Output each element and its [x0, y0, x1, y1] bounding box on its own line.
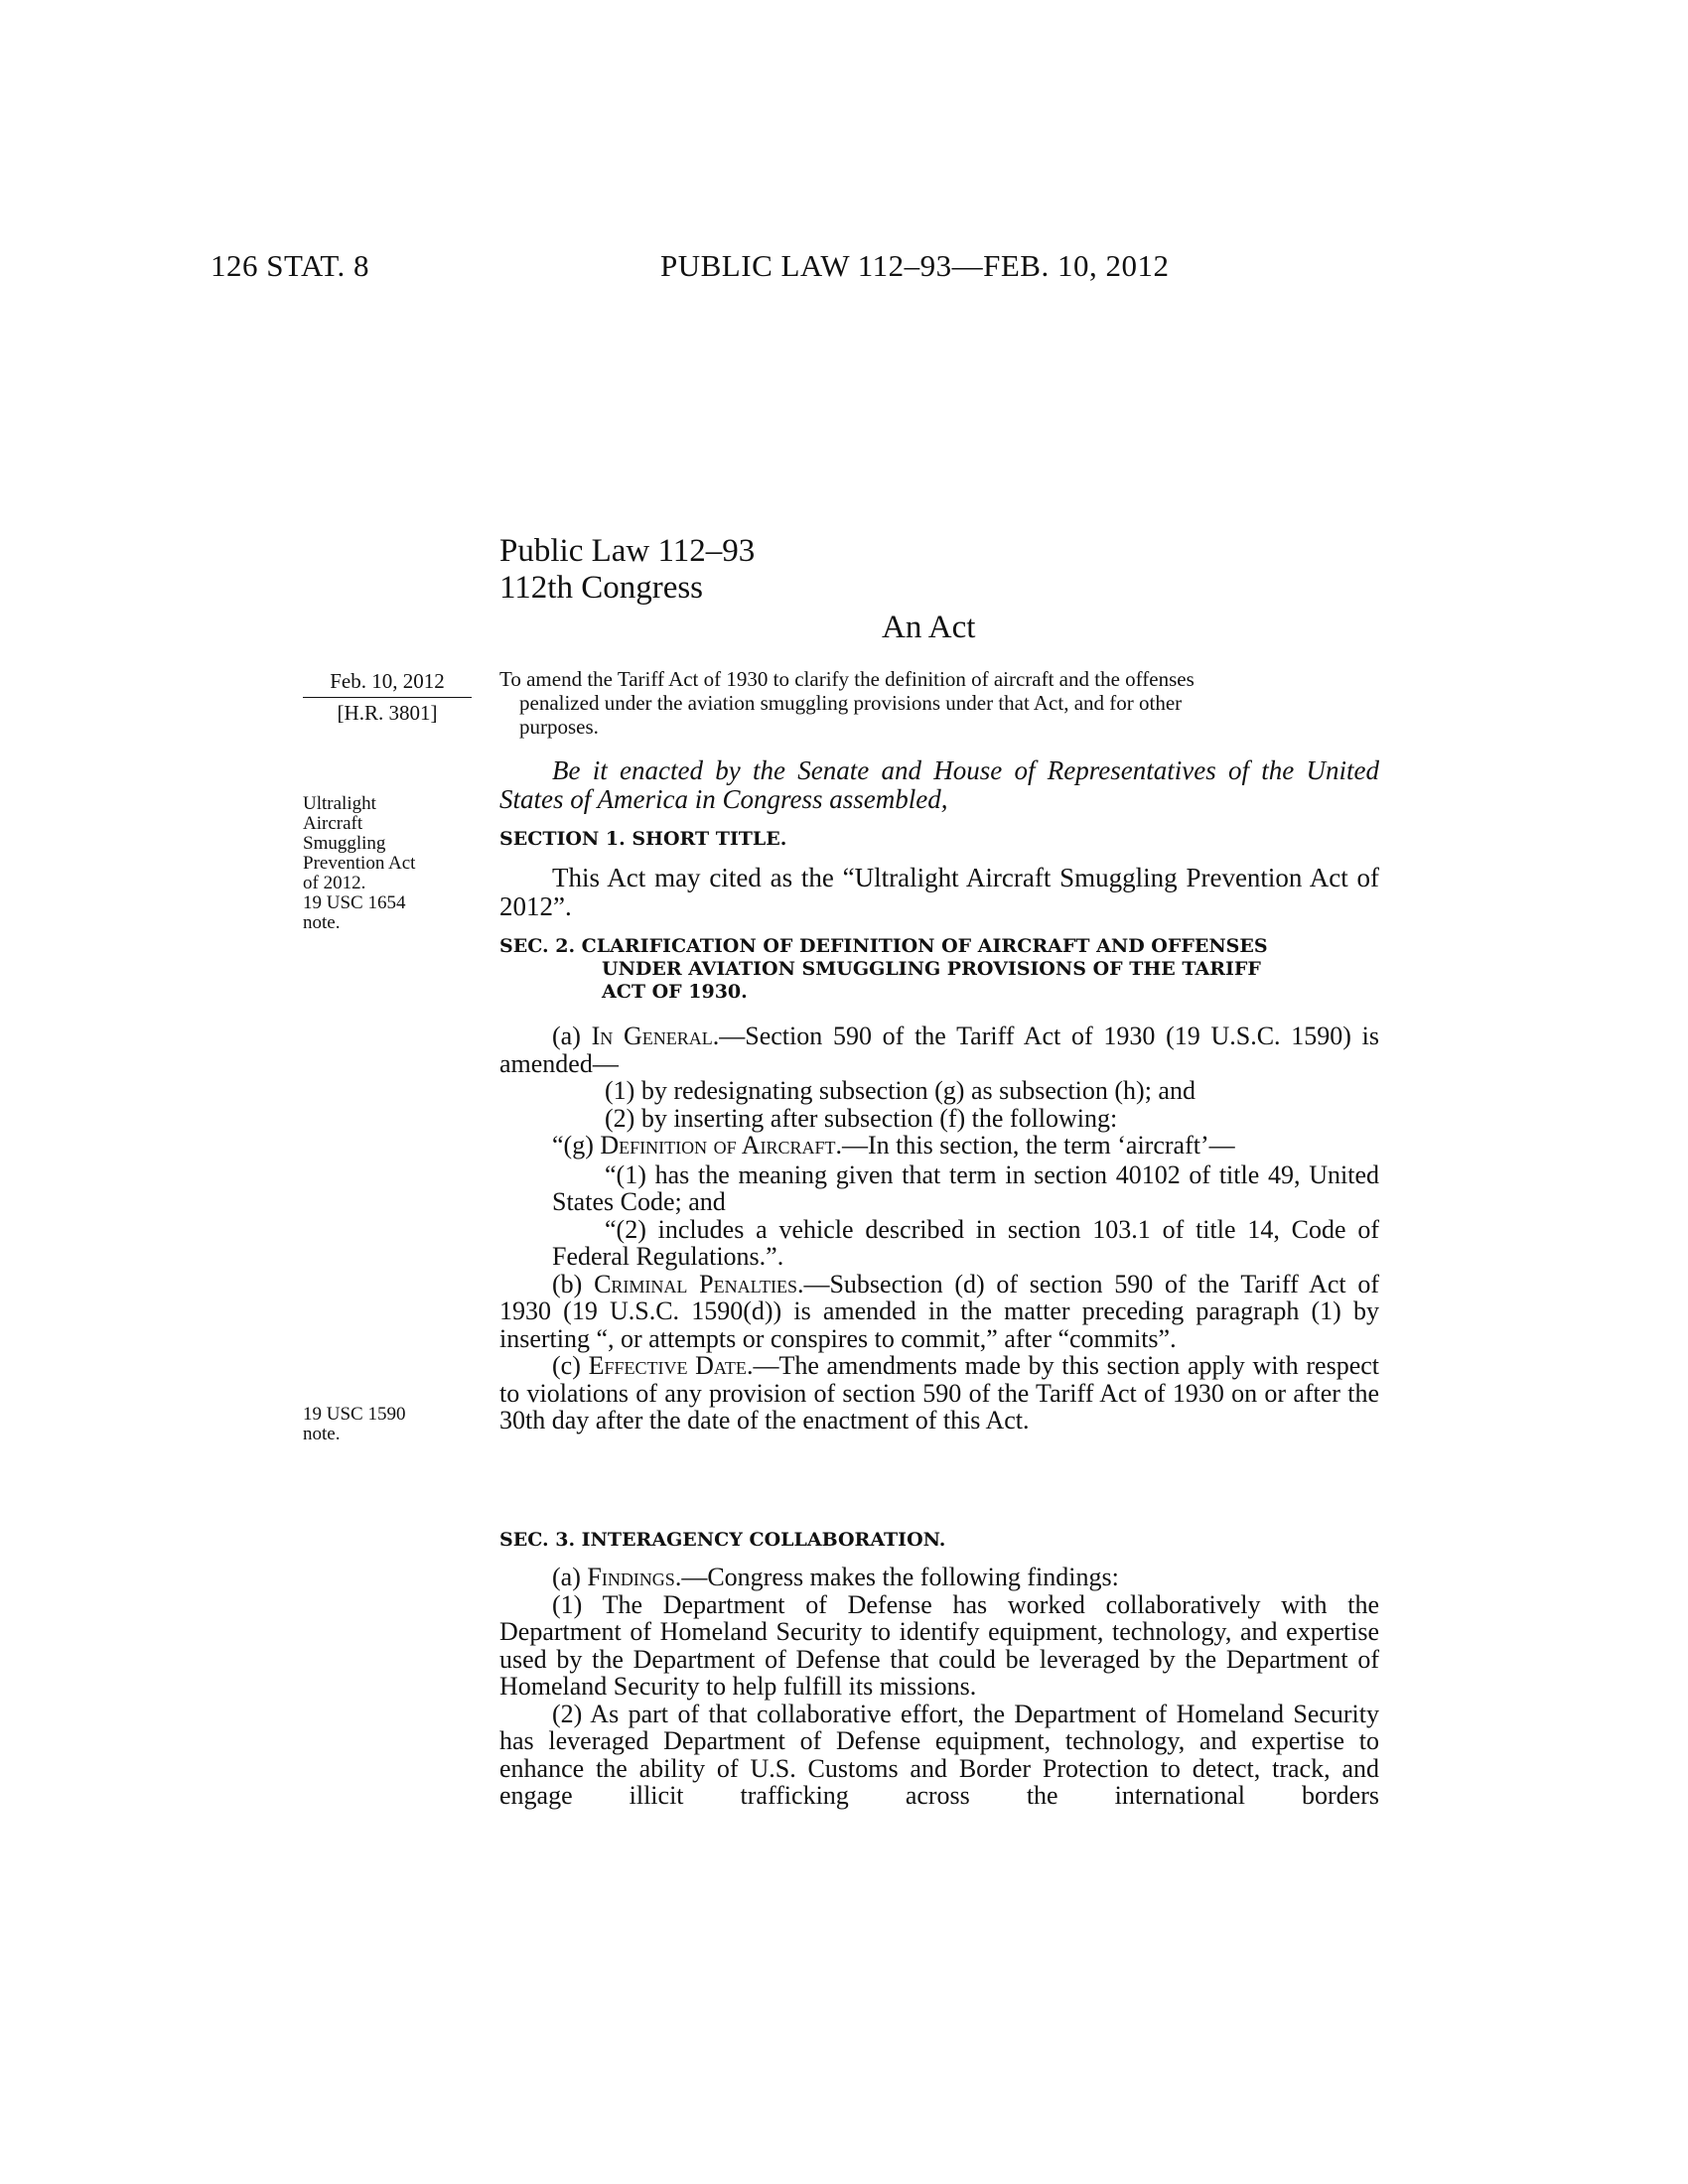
- subsection-g: [499, 1132, 1379, 1160]
- section-3-body: [499, 1564, 1379, 1810]
- margin-note-line: note.: [303, 1424, 341, 1444]
- margin-note-line: Ultralight: [303, 793, 376, 814]
- enacting-clause: [499, 756, 1379, 814]
- subsection-c: [499, 1352, 1379, 1434]
- margin-note-short-title: [303, 794, 415, 933]
- bill-number: [H.R. 3801]: [337, 701, 438, 725]
- act-label: An Act: [882, 610, 976, 645]
- subsection-text: .—In this section, the term ‘aircraft’—: [835, 1131, 1235, 1160]
- finding-1: (1) The Department of Defense has worked collaboratively with the Department of Homeland Security to identify equipment, technology, and expertise used by the Department of Defense that could be leveraged by the Department of Homeland Security to help fulfill its missions.: [499, 1589, 1379, 1701]
- purpose-line: To amend the Tariff Act of 1930 to clarify the definition of aircraft and the offenses: [499, 667, 1195, 691]
- margin-date-box: [303, 669, 472, 726]
- congress-label: 112th Congress: [499, 570, 704, 606]
- subsection-text: .—Subsection (d) of section 590 of the Tariff Act of 1930 (19 U.S.C. 1590(d)) is amended in the matter preceding paragraph (1) by inserting “, or attempts or conspires to commit,” after “commits”.: [499, 1269, 1380, 1353]
- running-title: PUBLIC LAW 112–93—FEB. 10, 2012: [660, 248, 1170, 283]
- enactment-date: Feb. 10, 2012: [330, 669, 445, 693]
- section-3-heading: SEC. 3. INTERAGENCY COLLABORATION.: [499, 1529, 946, 1551]
- margin-note-line: note.: [303, 912, 341, 933]
- law-number: Public Law 112–93: [499, 533, 756, 569]
- page-number: 126 STAT. 8: [211, 248, 370, 283]
- subsection-text: .—Congress makes the following findings:: [674, 1563, 1119, 1591]
- subsection-text: .—The amendments made by this section apply with respect to violations of any provision of section 590 of the Tariff Act of 1930 on or after the 30th day after the date of the enactment of this Act.: [499, 1351, 1380, 1434]
- margin-note-line: Prevention Act: [303, 853, 416, 874]
- paragraph-g2: “(2) includes a vehicle described in section 103.1 of title 14, Code of Federal Regulations.”.: [552, 1214, 1379, 1271]
- margin-note-line: 19 USC 1590: [303, 1404, 406, 1425]
- subsection-text: .—Section 590 of the Tariff Act of 1930 (19 U.S.C. 1590) is amended—: [499, 1022, 1379, 1078]
- section-2-heading-line: SEC. 2. CLARIFICATION OF DEFINITION OF AIRCRAFT AND OFFENSES: [499, 935, 1268, 957]
- law-title-block: [499, 533, 755, 607]
- paragraph-a1: (1) by redesignating subsection (g) as subsection (h); and: [605, 1076, 1196, 1105]
- margin-note-line: Aircraft: [303, 813, 363, 834]
- section-1-text: This Act may cited as the “Ultralight Aircraft Smuggling Prevention Act of 2012”.: [499, 863, 1379, 921]
- section-2-heading: [499, 935, 1379, 1004]
- margin-rule: [303, 697, 472, 698]
- paragraph-a2: (2) by inserting after subsection (f) the following:: [605, 1103, 1118, 1133]
- enacting-clause-text: Be it enacted by the Senate and House of Representatives of the United States of America in Congress assembled,: [499, 755, 1379, 814]
- section-1-heading: SECTION 1. SHORT TITLE.: [499, 828, 787, 850]
- margin-note-usc: [303, 1405, 405, 1444]
- subsection-a: [499, 1023, 1379, 1077]
- section-2-heading-line: UNDER AVIATION SMUGGLING PROVISIONS OF THE TARIFF: [602, 958, 1261, 980]
- purpose-line: purposes.: [519, 715, 599, 739]
- margin-note-line: of 2012.: [303, 873, 366, 893]
- section-2-body: [499, 1023, 1379, 1434]
- subsection-caption: Criminal Penalties: [594, 1269, 797, 1298]
- margin-note-line: Smuggling: [303, 833, 386, 854]
- paragraph-g1: “(1) has the meaning given that term in section 40102 of title 49, United States Code; and: [552, 1160, 1379, 1216]
- purpose-text: [499, 667, 1379, 739]
- subsection-label: (c): [552, 1351, 589, 1380]
- subsection-label: (a): [552, 1022, 592, 1050]
- subsection-findings: [499, 1564, 1379, 1591]
- section-1-body: [499, 864, 1379, 921]
- margin-note-line: 19 USC 1654: [303, 892, 406, 913]
- subsection-b: [499, 1271, 1379, 1353]
- subsection-caption: Findings: [587, 1563, 675, 1591]
- purpose-line: penalized under the aviation smuggling provisions under that Act, and for other: [519, 691, 1183, 715]
- finding-2: (2) As part of that collaborative effort, the Department of Homeland Security has leveraged Department of Defense equipment, technology, and expertise to enhance the ability of U.S. Customs and Border Protection to detect, track, and engage illicit trafficking across the international borders: [499, 1699, 1379, 1810]
- subsection-label: (a): [552, 1563, 588, 1591]
- subsection-caption: Effective Date: [588, 1351, 747, 1380]
- subsection-label: (b): [552, 1269, 595, 1298]
- subsection-caption: In General: [591, 1022, 713, 1050]
- subsection-label: “(g): [552, 1131, 601, 1160]
- section-2-heading-line: ACT OF 1930.: [602, 981, 748, 1003]
- subsection-caption: Definition of Aircraft: [600, 1131, 836, 1160]
